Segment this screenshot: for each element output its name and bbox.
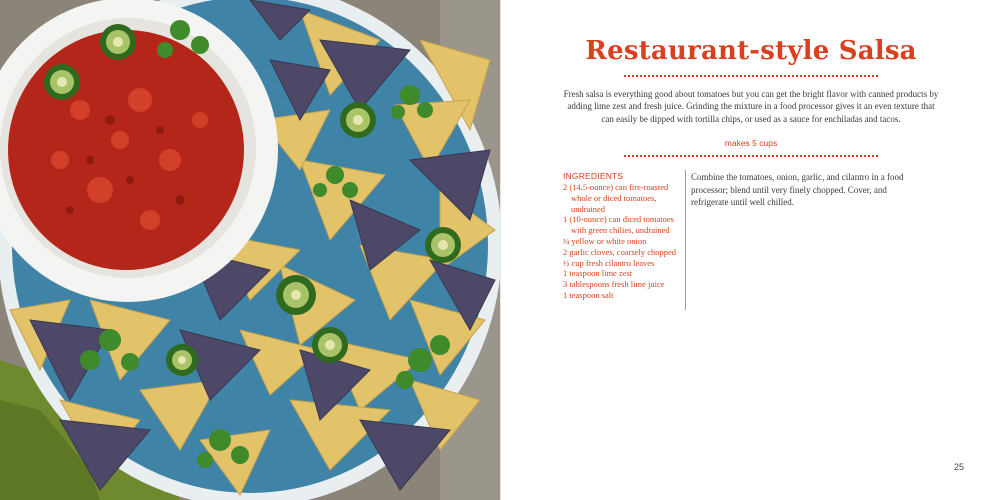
recipe-method: Combine the tomatoes, onion, garlic, and cilantro in a food processor; blend until very finely chopped. Cover, and refrigerate until well chilled. [691, 172, 904, 208]
yield-dotted-rule [624, 155, 878, 157]
recipe-intro: Fresh salsa is everything good about tomatoes but you can get the bright flavor with canned products by adding lime zest and fresh juice. Grinding the mixture in a food processor gives it an even texture that can easily be dipped with tortilla chips, or used as a sauce for enchiladas and tacos. [563, 89, 939, 124]
recipe-page [500, 0, 1000, 500]
ingredient-item: 3 tablespoons fresh lime juice [563, 279, 665, 290]
ingredient-item: ¼ yellow or white onion [563, 235, 647, 246]
recipe-title: Restaurant-style Salsa [585, 36, 917, 66]
ingredient-item: ½ cup fresh cilantro leaves [563, 257, 655, 268]
recipe-yield: makes 5 cups [724, 138, 778, 148]
title-dotted-rule [624, 75, 878, 77]
ingredient-item: 1 teaspoon salt [563, 289, 614, 300]
ingredient-item: 1 (10-ounce) can diced tomatoes with green chilies, undrained [563, 214, 674, 236]
column-divider [685, 170, 686, 310]
page-number: 25 [953, 462, 964, 472]
ingredient-item: 2 (14.5-ounce) can fire-roasted whole or diced tomatoes, undrained [563, 182, 669, 214]
ingredients-heading: INGREDIENTS [563, 171, 624, 181]
ingredients-section [563, 171, 685, 301]
ingredients-list [563, 182, 685, 301]
ingredient-item: 1 teaspoon lime zest [563, 268, 633, 279]
ingredient-item: 2 garlic cloves, coarsely chopped [563, 246, 677, 257]
